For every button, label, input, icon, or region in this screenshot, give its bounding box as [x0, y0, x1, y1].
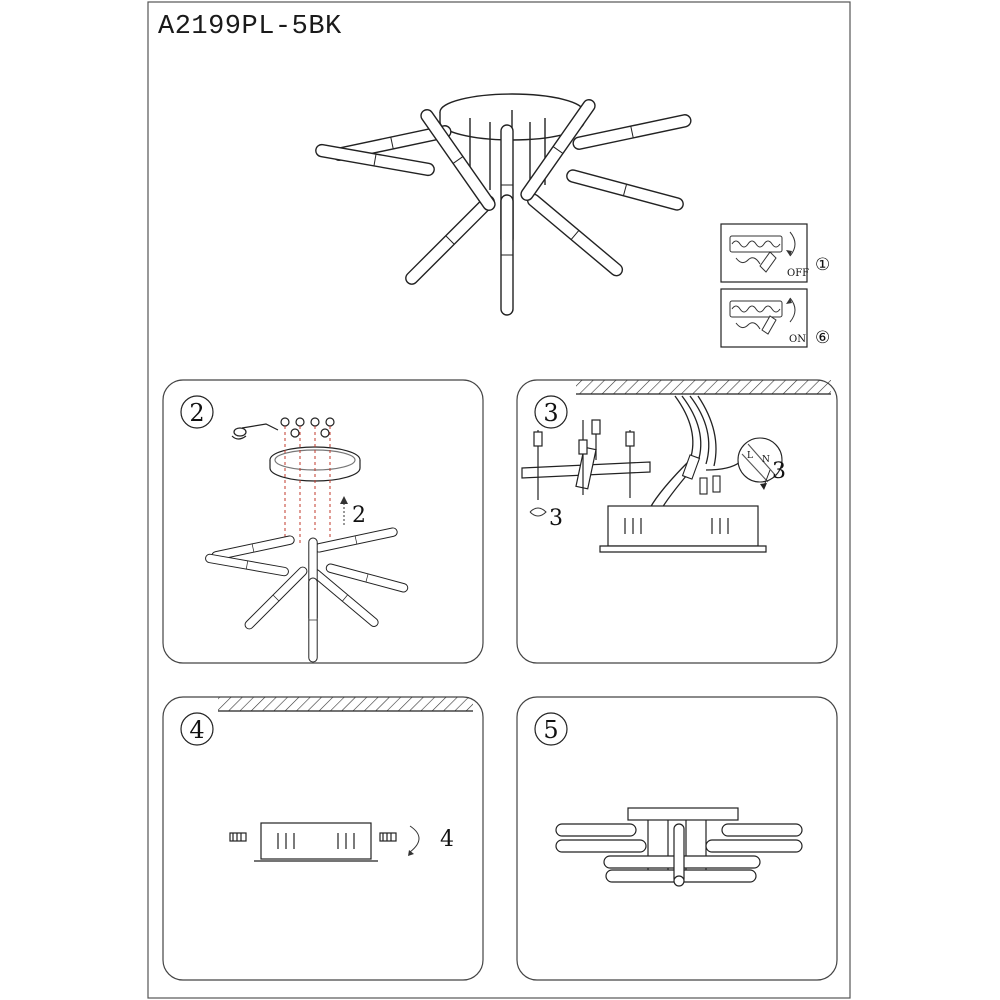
fixture-overview-illustration [315, 94, 692, 315]
switch-off-label: OFF [787, 268, 810, 279]
step-5-number: 5 [543, 716, 559, 744]
step-4-rotate-label: 4 [440, 827, 454, 852]
step-2-arrow-label: 2 [352, 503, 366, 528]
step-5-panel [517, 697, 837, 980]
model-code-title: A2199PL-5BK [158, 12, 342, 42]
ceiling-hatch [576, 380, 831, 394]
step-3-panel [517, 380, 837, 663]
step-4-panel [163, 697, 483, 980]
step-3-wire-label: 3 [772, 459, 786, 484]
switch-off-panel [721, 224, 830, 282]
terminal-label-l: L [747, 451, 753, 461]
step-4-number: 4 [189, 716, 205, 744]
switch-on-step-number: ⑥ [815, 328, 831, 348]
switch-off-step-number: ① [815, 255, 831, 275]
ceiling-hatch [218, 697, 473, 711]
step-2-panel [163, 380, 483, 663]
terminal-label-n: N [762, 455, 770, 465]
switch-on-panel [721, 289, 830, 348]
step-2-number: 2 [189, 399, 205, 427]
step-3-rotate-label: 3 [549, 506, 563, 531]
switch-on-label: ON [789, 334, 806, 345]
step-3-number: 3 [543, 399, 559, 427]
